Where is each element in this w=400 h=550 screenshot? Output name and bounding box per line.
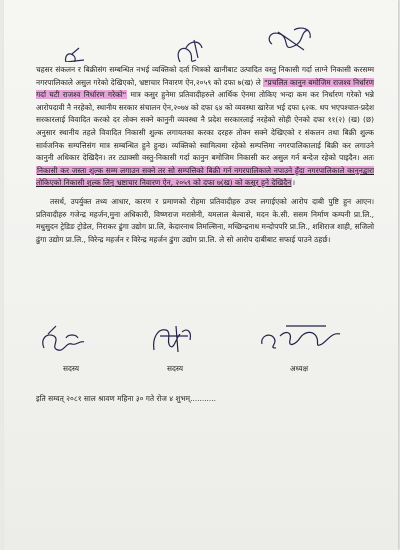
label-member-2: सदस्य <box>166 364 184 373</box>
findings-text-1: चहसर संकलन र बिक्रीसंग सम्बन्धित नभई व्यक्तिको दर्ता भित्रको खानीबाट उत्पादित वस्तु निकासी गर्दा लाग्ने निकासी करसम्म नगरपालिकाले असुल गरेको देखिएको, भ्रष्टाचार निवारण ऐन,२०५९ को दफा ७(ख) ले <box>36 65 374 87</box>
signature-chair <box>256 318 346 358</box>
judgment-body <box>36 64 374 246</box>
signature-member-1 <box>36 318 106 358</box>
highlight-conclusion: निकासी कर जस्ता शुल्क सम्म लगाउन सक्ने तर सो सम्पत्तिको बिक्री गर्न नगरपालिकाले नपाउने हुँदा नगरपालिकाले कानुनद्वारा तोकिएको निकासी शुल्क लिनु भ्रष्टाचार निवारण ऐन, २०५९ को दफा ७(ख) को कसूर हुने देखिदैन <box>36 165 374 188</box>
paragraph-verdict: तसर्थ, उपर्युक्त तथ्य आधार, कारण र प्रमाणको रोहमा प्रतिवादीहरु उपर लगाईएको आरोप दाबी पुष्टि हुन आएन। प्रतिवादीहरु गजेन्द्र महर्जन,मुना अधिकारी, विष्णराज मरासेनी, यमलाल बेल्वासे, मदन के.सी. ससम निर्माण कम्पनी प्रा.लि., मधुसुदन ट्रेडिङ ट्रोडेल, निराकर ढुंगा उद्योग प्रा.लि, केदारनाथ तिमल्सिना, मच्छिन्द्रनाथ मन्दोपपरि प्रा.लि., शशिराज शाही, सजिलो ढुंगा उद्योग प्रा.लि., विरेन्द्र महर्जन र विरेन्द्र महर्जन ढुंगा उद्योग प्रा.लि. ले सो आरोप दाबीबाट सफाई पाउने ठहर्छ। <box>36 196 374 244</box>
findings-text-2: मात्र कसुर हुनेमा प्रतिवादीहरुले आर्थिक ऐनमा तोकिए भन्दा कम कर निर्धारण गरेको भन्ने आरोपदावी नै नरहेको, स्थानीय सरकार संचालन ऐन,२०७४ को दफा ६४ को व्यवस्था खारेज भई दफा ६२क. थप भएपश्चात-प्रदेश सरकारलाई विवादित करको दर तोक्न सक्ने कानुनी व्यवस्था नै प्रदेश सरकारलाई नरहेको सोही ऐनको दफा ११(२) (ख) (छ) अनुसार स्थानीय तहले विवादित निकासी शुल्क लगायतका करका दरहरु तोक्न सक्ने देखिएको र संकलन तथा बिक्री शुल्क सार्वजनिक सम्पत्तिसंग मात्र सम्बन्धित हुने हुन्छ। व्यक्तिको स्वामित्वमा रहेको सम्पत्तिमा नगरपालिकालाई बिक्री कर लगाउने कानुनी अधिकार देखिदैन। तर ट्याक्सी वस्तु-निकासी गर्दा कानुन बमोजिम निकासी कर असुल गर्न बन्देज रहेको पाइदैन। अतः <box>36 90 375 163</box>
signature-row <box>36 318 376 378</box>
handwritten-initial-right <box>269 28 310 50</box>
label-member-1: सदस्य <box>62 364 80 373</box>
handwritten-initial-left <box>66 48 84 62</box>
header-initials-signatures <box>4 0 398 62</box>
document-page <box>4 0 398 550</box>
paragraph-findings <box>36 64 374 190</box>
findings-text-3: । <box>292 178 296 188</box>
label-chair: अध्यक्ष <box>289 364 308 373</box>
highlight-quoted-provision: "प्रचलित कानुन बमोजिम राजश्व निर्धारण गर्दा घटी राजश्व निर्धारण गरेको" <box>36 77 374 100</box>
handwritten-initial-center <box>178 40 202 62</box>
date-line: इति सम्वत् २०८१ साल श्रावण महिना ३० गते रोज ४ शुभम्........... <box>36 394 216 403</box>
signature-member-2 <box>140 318 210 358</box>
